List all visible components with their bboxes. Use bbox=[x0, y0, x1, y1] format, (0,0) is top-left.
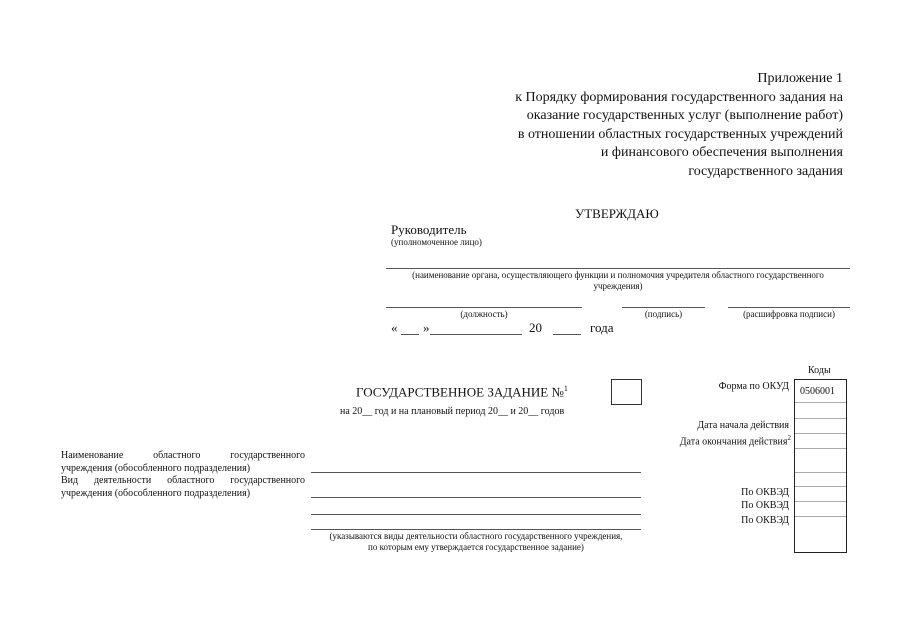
date-open-quote: « bbox=[391, 320, 398, 335]
end-date-label bbox=[680, 434, 791, 447]
activity-line-1: Вид деятельности областного государственного bbox=[61, 475, 305, 486]
okud-code-value: 0506001 bbox=[800, 386, 835, 397]
date-day-line bbox=[401, 334, 419, 335]
appendix-line-4: в отношении областных государственных учреждений bbox=[517, 126, 843, 142]
institution-name-line-1: Наименование областного государственного bbox=[61, 450, 305, 461]
okved-label-2: По ОКВЭД bbox=[741, 500, 789, 511]
decoding-caption: (расшифровка подписи) bbox=[743, 309, 835, 319]
date-year-prefix: 20 bbox=[529, 320, 542, 335]
activity-field-1[interactable] bbox=[311, 497, 641, 498]
okved-label-3: По ОКВЭД bbox=[741, 515, 789, 526]
appendix-line-5: и финансового обеспечения выполнения bbox=[600, 145, 843, 160]
activity-line-2: учреждения (обособленного подразделения) bbox=[61, 487, 251, 499]
appendix-line-6: государственного задания bbox=[688, 163, 843, 179]
code-cell-blank-2[interactable] bbox=[795, 448, 846, 473]
activity-label bbox=[61, 475, 305, 500]
task-number-box[interactable] bbox=[611, 379, 642, 405]
activity-field-3[interactable] bbox=[311, 529, 641, 530]
signature-line bbox=[622, 307, 705, 308]
org-caption-line-1: (наименование органа, осуществляющего функции и полномочия учредителя областного государственного bbox=[412, 270, 824, 280]
position-caption: (должность) bbox=[460, 309, 508, 319]
task-title-footnote: 1 bbox=[563, 384, 568, 393]
code-cell-end-date[interactable] bbox=[795, 418, 846, 434]
code-cell-blank-1[interactable] bbox=[795, 433, 846, 449]
code-cell-okud[interactable] bbox=[795, 380, 846, 403]
appendix-line-1: Приложение 1 bbox=[757, 71, 843, 86]
codes-header: Коды bbox=[808, 365, 831, 376]
form-okud-label: Форма по ОКУД bbox=[718, 381, 789, 392]
codes-table bbox=[794, 379, 847, 553]
head-label: Руководитель bbox=[391, 222, 467, 237]
appendix-line-3: оказание государственных услуг (выполнение работ) bbox=[526, 108, 843, 123]
end-date-label-text: Дата окончания действия bbox=[679, 436, 788, 448]
date-year-suffix: года bbox=[590, 320, 614, 335]
start-date-label: Дата начала действия bbox=[697, 420, 789, 431]
signature-caption: (подпись) bbox=[644, 309, 683, 319]
code-cell-okved-1[interactable] bbox=[795, 472, 846, 487]
activity-caption-line-1: (указываются виды деятельности областного государственного учреждения, bbox=[329, 531, 623, 541]
position-line bbox=[386, 307, 582, 308]
authorized-caption: (уполномоченное лицо) bbox=[391, 237, 482, 247]
date-close-quote: » bbox=[423, 320, 430, 335]
code-cell-start-date[interactable] bbox=[795, 402, 846, 419]
institution-name-line-2: учреждения (обособленного подразделения) bbox=[61, 462, 251, 474]
task-title-text: ГОСУДАРСТВЕННОЕ ЗАДАНИЕ № bbox=[356, 384, 564, 400]
appendix-line-2: к Порядку формирования государственного задания на bbox=[515, 89, 843, 105]
approve-heading: УТВЕРЖДАЮ bbox=[575, 206, 659, 221]
code-cell-okved-3[interactable] bbox=[795, 501, 846, 517]
org-caption bbox=[386, 270, 850, 292]
task-period: на 20__ год и на плановый период 20__ и 20__ годов bbox=[340, 406, 565, 417]
org-caption-line-2: учреждения) bbox=[593, 281, 643, 291]
institution-name-label bbox=[61, 450, 305, 475]
activity-field-2[interactable] bbox=[311, 514, 641, 515]
activity-caption bbox=[311, 531, 641, 553]
date-year-line bbox=[553, 334, 581, 335]
activity-caption-line-2: по которым ему утверждается государственное задание) bbox=[368, 542, 584, 552]
date-month-line bbox=[430, 334, 522, 335]
okved-label-1: По ОКВЭД bbox=[741, 487, 789, 498]
code-cell-okved-2[interactable] bbox=[795, 486, 846, 502]
institution-name-field[interactable] bbox=[311, 472, 641, 473]
appendix-block bbox=[515, 70, 843, 181]
task-title bbox=[356, 384, 568, 400]
end-date-footnote: 2 bbox=[787, 434, 791, 442]
org-name-line bbox=[386, 268, 850, 269]
decoding-line bbox=[728, 307, 850, 308]
